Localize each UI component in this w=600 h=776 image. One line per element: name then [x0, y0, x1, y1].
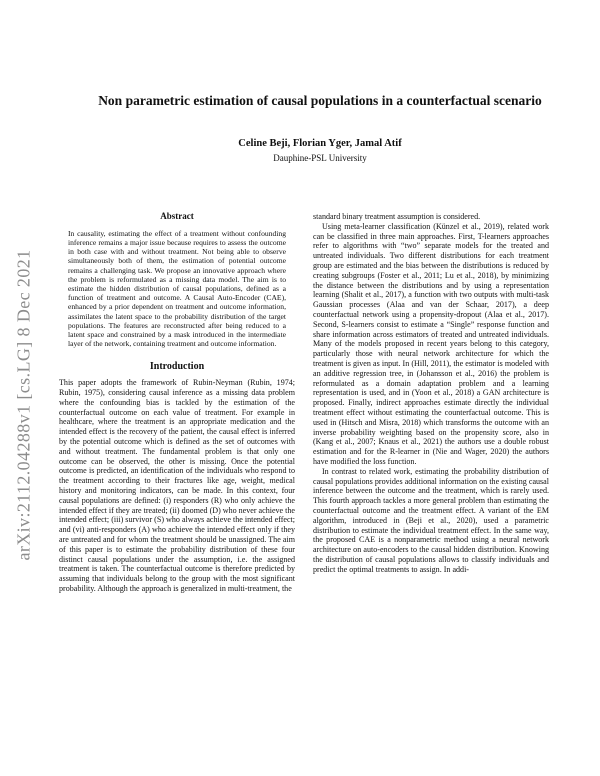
abstract-text: In causality, estimating the effect of a treatment without confounding inference remains a major issue because requires to assess the outcome in both case with and without treatment. Not being able to observe simultaneously both of them, the estimation of potential outcome remains a challenging task. We propose an innovative approach where the problem is reformulated as a missing data model. The aim is to estimate the hidden distribution of causal populations, defined as a function of treatment and outcome. A Causal Auto-Encoder (CAE), enhanced by a prior dependent on treatment and outcome information, assimilates the latent space to the probability distribution of the target populations. The features are reconstructed after being reduced to a latent space and constrained by a mask introduced in the intermediate layer of the network, containing treatment and outcome information. [68, 228, 286, 349]
left-column [59, 212, 295, 594]
right-column [313, 212, 549, 574]
paper-title: Non parametric estimation of causal populations in a counterfactual scenario [98, 93, 542, 108]
arxiv-identifier: arXiv:2112.04288v1 [cs.LG] 8 Dec 2021 [13, 249, 34, 561]
introduction-heading: Introduction [149, 361, 205, 373]
introduction-paragraph: This paper adopts the framework of Rubin-Neyman (Rubin, 1974; Rubin, 1975), considering causal inference as a missing data problem where the confounding bias is tackled by the estimation of the counterfactual outcome on each value of treatment. For example in healthcare, where the treatment is an appropriate medication and the intended effect is the recovery of the patient, the causal effect is inferred by the potential outcome which is defined as the set of outcomes with and without treatment. The fundamental problem is that only one outcome can be observed, the other is missing. Once the potential outcome is predicted, an identification of the individuals who respond to the treatment according to their fractures like age, weight, medical history and monitoring indicators, can be made. In this context, four causal populations are defined: (i) responders (R) who only achieve the intended effect if they are treated; (ii) doomed (D) who never achieve the intended effect; (iii) survivor (S) who always achieve the intended effect; and (vi) anti-responders (A) who achieve the intended effect only if they are untreated and for whom the treatment should be unassigned. The aim of this paper is to estimate the probability distribution of these four distinct causal populations under the assumption, i.e. the assigned treatment is taken. The counterfactual outcome is therefore predicted by assuming that individuals belong to the group with the most significant probability. Although the approach is generalized in multi-treatment, the [59, 378, 295, 593]
right-paragraph-2: Using meta-learner classification (Künzel et al., 2019), related work can be classified in three main approaches. First, T-learners approaches refer to algorithms with “two” separate models for the treated and untreated individuals. Two different distributions for each treatment group are estimated and the bias between the distributions is reduced by creating subgroups (Foster et al., 2011; Lu et al., 2018), by minimizing the distance between the distributions and by using a representation learning (Shalit et al., 2017), a function with two outputs with multi-task Gaussian processes (Alaa and van der Schaar, 2017), a deep counterfactual network using a propensity-dropout (Alaa et al., 2017). Second, S-learners consist to estimate a “Single” response function and share information across estimators of treated and untreated individuals. Many of the models proposed in recent years belong to this category, particularly those with neural network architecture for which the treatment is given as input. In (Hill, 2011), the estimator is modeled with an additive regression tree, in (Johansson et al., 2016) the problem is reformulated as a domain adaptation problem and a learning representation is used, and in (Yoon et al., 2018) a GAN architecture is proposed. Finally, indirect approaches estimate directly the individual treatment effect without estimating the counterfactual outcome. This is used in (Hitsch and Misra, 2018) which transforms the outcome with an inverse probability weighting based on the propensity score, also in (Kang et al., 2007; Knaus et al., 2021) the authors use a double robust estimation and for the R-learner in (Nie and Wager, 2020) the authors have modified the loss function. [313, 221, 549, 466]
right-paragraph-3: In contrast to related work, estimating the probability distribution of causal populations provides additional information on the existing causal inference between the outcome and the treatment, which is rarely used. This fourth approach tackles a more general problem than estimating the counterfactual outcome and the treatment effect. A variant of the EM algorithm, introduced in (Beji et al., 2020), used a parametric distribution to estimate the individual treatment effect. In the same way, the proposed CAE is a nonparametric method using a neural network architecture on auto-encoders to the causal hidden distribution. Knowing the distribution of causal populations allows to classify individuals and predict the optimal treatments to assign. In addi- [313, 466, 549, 574]
arxiv-stamp [12, 0, 36, 776]
right-paragraph-1: standard binary treatment assumption is considered. [313, 212, 481, 221]
abstract-heading: Abstract [160, 211, 194, 221]
author-list: Celine Beji, Florian Yger, Jamal Atif [238, 138, 402, 149]
affiliation: Dauphine-PSL University [273, 153, 367, 163]
